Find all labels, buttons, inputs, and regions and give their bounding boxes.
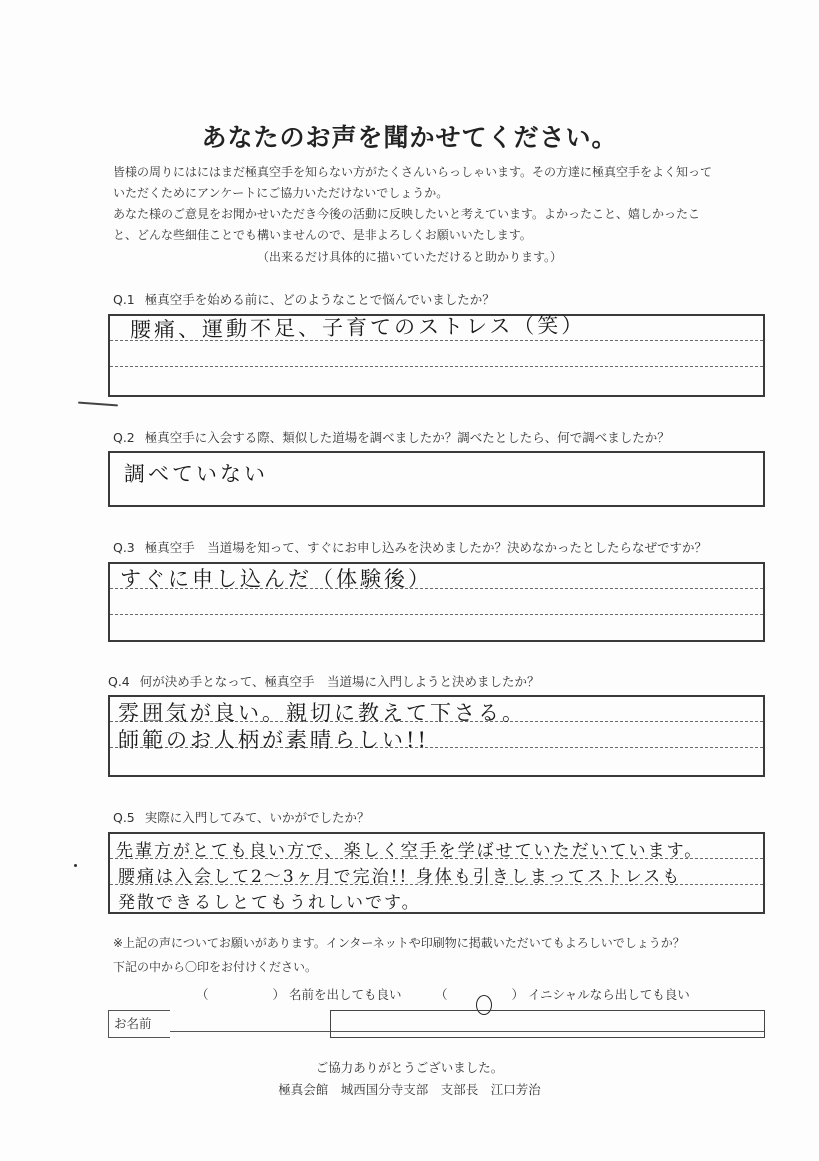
question-3 [113, 538, 707, 556]
intro-line: と、どんな些細佳ことでも構いませんので、是非よろしくお願いいたします。 [113, 228, 532, 242]
name-label: お名前 [114, 1016, 152, 1031]
answer-box-5 [108, 832, 765, 914]
scan-dot [74, 864, 77, 867]
handwritten-answer: 腰痛は入会して2〜3ヶ月で完治!! 身体も引きしまってストレスも [118, 867, 682, 887]
answer-rule [110, 614, 763, 615]
option-label: イニシャルなら出しても良い [527, 987, 690, 1002]
handwritten-answer: 師範のお人柄が素晴らしい!! [118, 728, 429, 752]
question-number: Q.5 [113, 810, 135, 825]
name-field[interactable] [108, 1010, 765, 1038]
handwritten-answer: 雰囲気が良い。親切に教えて下さる。 [118, 701, 526, 725]
name-input-box[interactable] [330, 1010, 765, 1038]
intro-line: 皆様の周りにはにはまだ極真空手を知らない方がたくさんいらっしゃいます。その方達に極真空手をよく知って [113, 165, 713, 179]
question-text: 何が決め手となって、極真空手 当道場に入門しようと決めましたか？ [139, 674, 540, 689]
question-1 [113, 290, 495, 308]
answer-box-1 [108, 314, 765, 397]
intro-line: いただくためにアンケートにご協力いただけないでしょうか。 [113, 186, 449, 200]
footer-organization: 極真会館 城西国分寺支部 支部長 江口芳治 [278, 1082, 541, 1097]
option-initial-ok [435, 985, 690, 1003]
handwritten-answer: 発散できるしとてもうれしいです。 [118, 893, 421, 913]
question-number: Q.4 [108, 674, 130, 689]
question-2 [113, 428, 670, 446]
option-paren: （ [196, 987, 209, 1002]
handwritten-answer: すぐに申し込んだ（体験後） [120, 567, 432, 591]
question-text: 実際に入門してみて、いかがでしたか？ [144, 810, 370, 825]
option-label: 名前を出しても良い [288, 987, 402, 1002]
answer-box-3 [108, 562, 765, 642]
question-number: Q.3 [113, 540, 135, 555]
intro-note: （出来るだけ具体的に描いていただけると助かります。） [256, 250, 563, 264]
question-5 [113, 808, 370, 826]
answer-rule [110, 366, 763, 367]
question-4 [108, 672, 540, 690]
option-name-ok [196, 985, 402, 1003]
consent-instruction: 下記の中から〇印をお付けください。 [113, 960, 318, 974]
option-paren: ） [272, 987, 285, 1002]
handwritten-answer: 腰痛、運動不足、子育てのストレス（笑） [129, 313, 586, 342]
question-number: Q.1 [113, 292, 135, 307]
answer-box-4 [108, 695, 765, 777]
answer-box-2 [108, 451, 765, 507]
question-text: 極真空手 当道場を知って、すぐにお申し込みを決めましたか？決めなかったとしたらなぜですか？ [144, 540, 708, 555]
option-paren: （ [435, 987, 448, 1002]
intro-line: あなた様のご意見をお聞かせいただき今後の活動に反映したいと考えています。よかったこと、嬉しかったこ [113, 207, 701, 221]
scan-smudge [78, 402, 118, 407]
intro-text [113, 162, 773, 246]
handwritten-answer: 先輩方がとても良い方で、楽しく空手を学ばせていただいています。 [116, 841, 704, 861]
consent-question: ※上記の声についてお願いがあります。インターネットや印刷物に掲載いただいてもよろしいでしょうか？ [113, 936, 685, 950]
question-text: 極真空手を始める前に、どのようなことで悩んでいましたか？ [144, 292, 495, 307]
page-title: あなたのお声を聞かせてください。 [201, 123, 618, 152]
question-number: Q.2 [113, 430, 135, 445]
handwritten-answer: 調べていない [124, 462, 268, 486]
footer-thanks: ご協力ありがとうございました。 [315, 1060, 504, 1075]
option-paren: ） [511, 987, 524, 1002]
question-text: 極真空手に入会する際、類似した道場を調べましたか？調べたとしたら、何で調べましたか？ [144, 430, 670, 445]
